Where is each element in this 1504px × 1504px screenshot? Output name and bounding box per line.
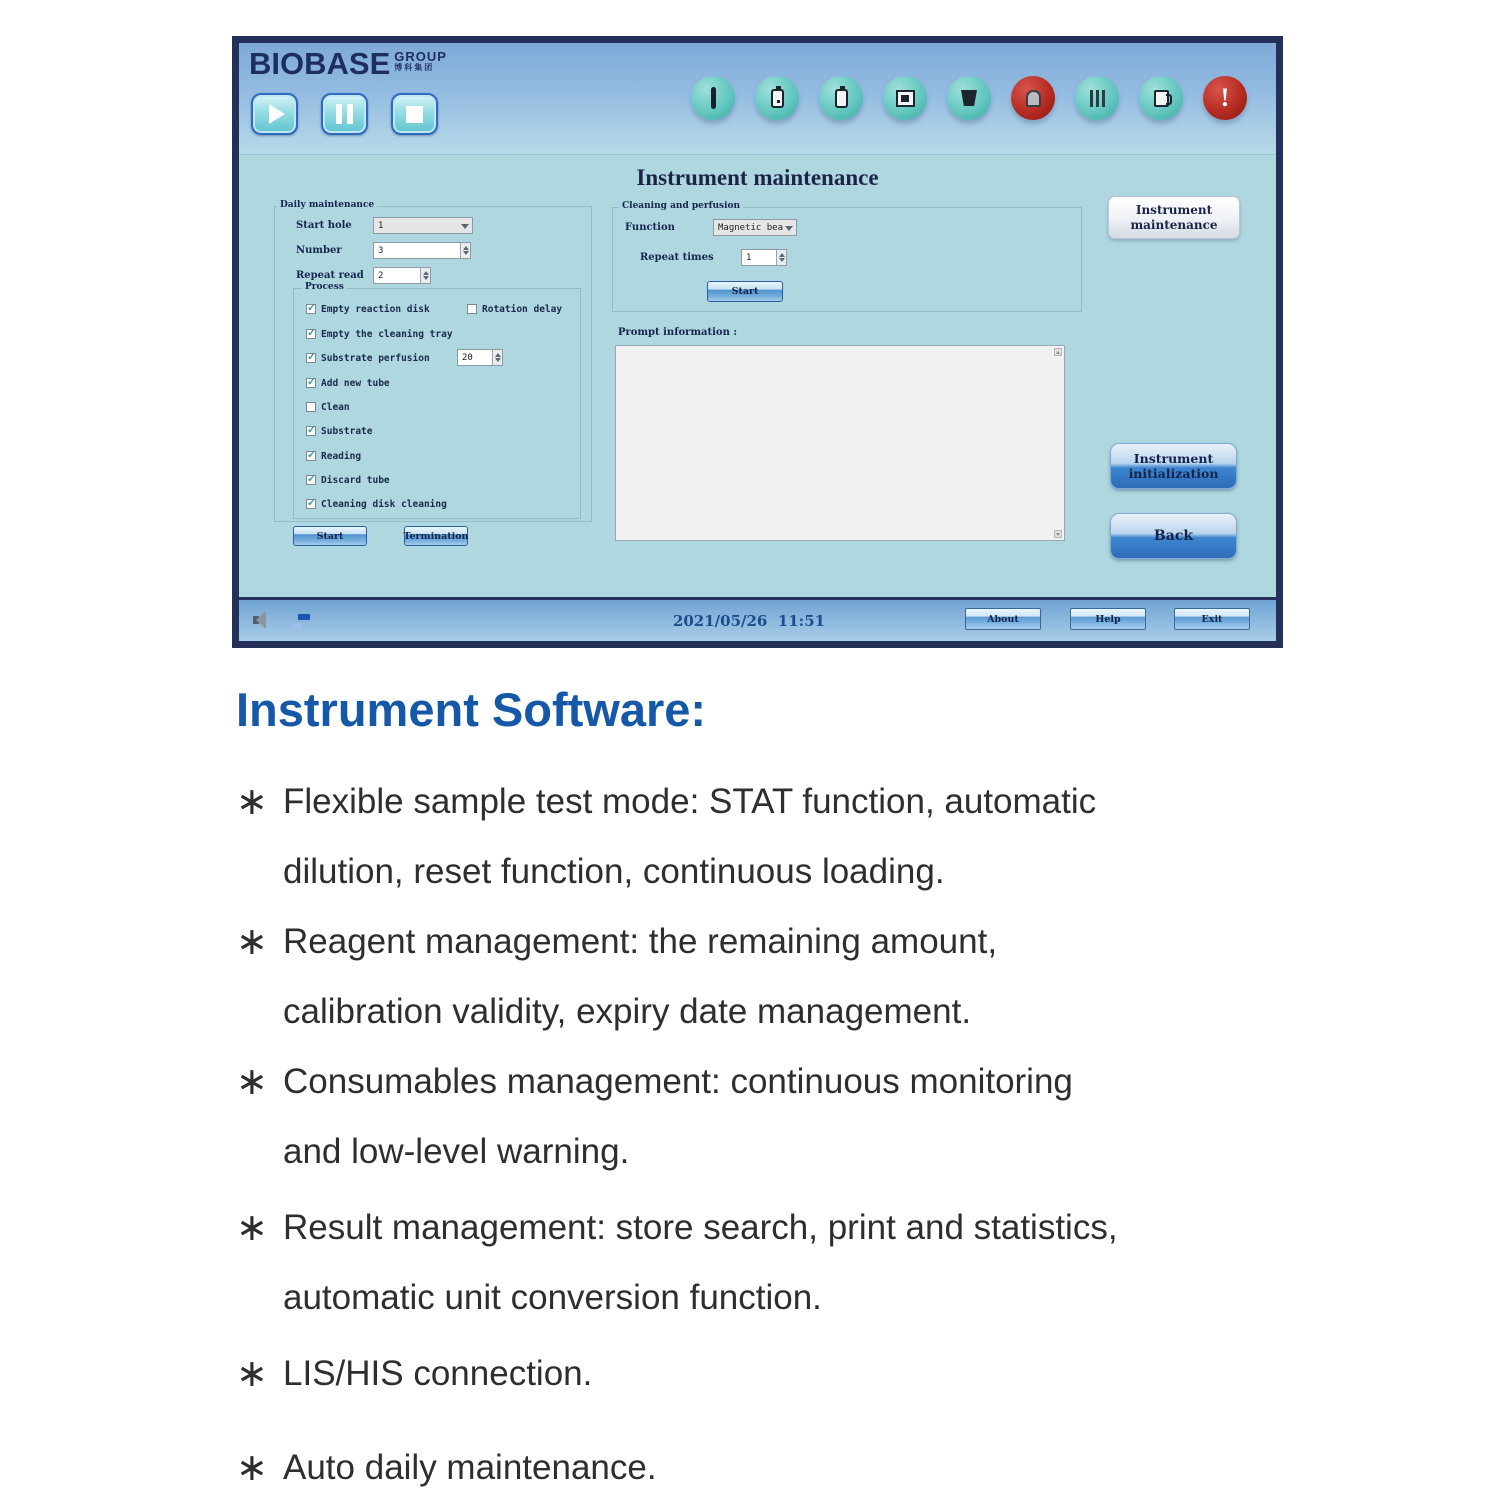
waste-bin-button[interactable] bbox=[947, 76, 991, 120]
spinner-arrows-icon[interactable] bbox=[460, 243, 470, 258]
bullet-marker: ∗ bbox=[236, 1447, 268, 1489]
list-item: ∗ LIS/HIS connection. bbox=[236, 1339, 1246, 1409]
instrument-initialization-button[interactable]: Instrument initialization bbox=[1110, 443, 1237, 489]
datetime-text: 2021/05/26 11:51 bbox=[672, 612, 826, 630]
repeat-times-label: Repeat times bbox=[640, 252, 714, 263]
termination-button[interactable]: Termination bbox=[404, 526, 468, 546]
checkbox-icon[interactable]: ✓ bbox=[307, 376, 317, 388]
checkbox-clean[interactable]: Clean bbox=[306, 401, 350, 413]
chevron-down-icon bbox=[461, 224, 469, 229]
daily-start-button[interactable]: Start bbox=[293, 526, 367, 546]
page-title: Instrument maintenance bbox=[636, 165, 879, 190]
checkbox-icon[interactable] bbox=[306, 402, 316, 412]
bullet-marker: ∗ bbox=[236, 1061, 268, 1103]
biobase-logo bbox=[249, 48, 447, 80]
printer-button[interactable] bbox=[883, 76, 927, 120]
chevron-down-icon bbox=[785, 226, 793, 231]
checkbox-icon[interactable]: ✓ bbox=[307, 351, 317, 363]
scroll-down-icon[interactable] bbox=[1054, 530, 1062, 538]
number-label: Number bbox=[296, 245, 342, 256]
cleaning-perfusion-label: Cleaning and perfusion bbox=[619, 201, 743, 211]
start-hole-label: Start hole bbox=[296, 220, 352, 231]
checkbox-icon[interactable]: ✓ bbox=[307, 424, 317, 436]
speaker-icon[interactable] bbox=[253, 610, 277, 630]
bullet-marker: ∗ bbox=[236, 781, 268, 823]
locked-bottle-button[interactable] bbox=[1011, 76, 1055, 120]
cleaning-perfusion-panel bbox=[612, 201, 1082, 312]
checkbox-substrate[interactable]: ✓ Substrate bbox=[307, 424, 373, 437]
status-toolbar bbox=[691, 76, 1247, 120]
list-item: ∗ Result management: store search, print and statistics, automatic unit conversion function. bbox=[236, 1193, 1246, 1333]
play-icon bbox=[269, 104, 285, 124]
checkbox-icon[interactable]: ✓ bbox=[307, 473, 317, 485]
checkbox-substrate-perfusion[interactable]: ✓ Substrate perfusion bbox=[307, 351, 430, 364]
logo-cjk-text: 博科集团 bbox=[394, 63, 435, 72]
repeat-read-label: Repeat read bbox=[296, 270, 364, 281]
list-item: ∗ Flexible sample test mode: STAT function, automatic dilution, reset function, continuous loading. bbox=[236, 767, 1246, 907]
exit-button[interactable]: Exit bbox=[1174, 608, 1250, 630]
cleaning-start-button[interactable]: Start bbox=[707, 281, 783, 302]
transport-controls bbox=[251, 93, 438, 135]
cleaning-jug-icon bbox=[1154, 90, 1169, 107]
locked-bottle-icon bbox=[1026, 90, 1041, 107]
checkbox-icon[interactable]: ✓ bbox=[307, 302, 317, 314]
instrument-maintenance-button[interactable]: Instrument maintenance bbox=[1108, 196, 1240, 239]
printer-icon bbox=[896, 90, 915, 107]
prompt-information-label: Prompt information : bbox=[618, 327, 738, 338]
checkbox-empty-cleaning-tray[interactable]: ✓ Empty the cleaning tray bbox=[307, 327, 453, 340]
checkbox-add-new-tube[interactable]: ✓ Add new tube bbox=[307, 376, 390, 389]
window-header bbox=[239, 43, 1276, 155]
checkbox-rotation-delay[interactable]: Rotation delay bbox=[467, 303, 562, 315]
repeat-times-stepper[interactable]: 1 bbox=[741, 249, 787, 266]
waste-bin-icon bbox=[961, 90, 977, 106]
logo-brand-text: BIOBASE bbox=[249, 46, 391, 81]
daily-maintenance-label: Daily maintenance bbox=[277, 200, 377, 210]
checkbox-cleaning-disk-cleaning[interactable]: ✓ Cleaning disk cleaning bbox=[307, 497, 447, 510]
wash-bottle-button[interactable] bbox=[819, 76, 863, 120]
feature-list bbox=[236, 767, 1246, 1503]
number-stepper[interactable]: 3 bbox=[373, 242, 471, 259]
temperature-button[interactable] bbox=[691, 76, 735, 120]
spinner-arrows-icon[interactable] bbox=[776, 250, 786, 265]
checkbox-icon[interactable]: ✓ bbox=[307, 327, 317, 339]
spinner-arrows-icon[interactable] bbox=[420, 268, 430, 283]
repeat-read-stepper[interactable]: 2 bbox=[373, 267, 431, 284]
pause-icon bbox=[336, 104, 353, 124]
process-label: Process bbox=[302, 282, 347, 292]
prompt-information-textarea[interactable] bbox=[615, 345, 1065, 541]
scroll-up-icon[interactable] bbox=[1054, 348, 1062, 356]
list-item: ∗ Reagent management: the remaining amount, calibration validity, expiry date management. bbox=[236, 907, 1246, 1047]
checkbox-icon[interactable] bbox=[467, 304, 477, 314]
stop-button[interactable] bbox=[391, 93, 438, 135]
checkbox-reading[interactable]: ✓ Reading bbox=[307, 449, 362, 462]
function-label: Function bbox=[625, 222, 675, 233]
checkbox-icon[interactable]: ✓ bbox=[307, 497, 317, 509]
alarm-button[interactable] bbox=[1203, 76, 1247, 120]
instrument-software-window bbox=[232, 36, 1283, 648]
play-button[interactable] bbox=[251, 93, 298, 135]
alarm-icon: ! bbox=[1220, 83, 1230, 112]
function-select[interactable]: Magnetic bea bbox=[713, 219, 797, 236]
connection-icon[interactable] bbox=[291, 614, 315, 628]
help-button[interactable]: Help bbox=[1070, 608, 1146, 630]
tip-rack-button[interactable] bbox=[1075, 76, 1119, 120]
cleaning-jug-button[interactable] bbox=[1139, 76, 1183, 120]
list-item: ∗ Consumables management: continuous monitoring and low-level warning. bbox=[236, 1047, 1246, 1187]
checkbox-discard-tube[interactable]: ✓ Discard tube bbox=[307, 473, 390, 486]
pause-button[interactable] bbox=[321, 93, 368, 135]
spinner-arrows-icon[interactable] bbox=[492, 350, 502, 365]
logo-group-text: GROUP bbox=[394, 49, 447, 64]
start-hole-select[interactable]: 1 bbox=[373, 217, 473, 234]
stop-icon bbox=[406, 106, 423, 123]
checkbox-empty-reaction-disk[interactable]: ✓ Empty reaction disk bbox=[307, 302, 430, 315]
section-heading: Instrument Software: bbox=[236, 683, 707, 736]
back-button[interactable]: Back bbox=[1110, 513, 1237, 559]
status-bar bbox=[239, 597, 1276, 641]
instrument-software-section bbox=[236, 682, 1281, 1503]
reagent-bottle-button[interactable] bbox=[755, 76, 799, 120]
reagent-bottle-icon bbox=[771, 89, 784, 108]
substrate-perfusion-stepper[interactable]: 20 bbox=[457, 349, 503, 366]
wash-bottle-icon bbox=[835, 89, 848, 108]
tip-rack-icon bbox=[1090, 90, 1105, 107]
bullet-marker: ∗ bbox=[236, 1207, 268, 1249]
bullet-marker: ∗ bbox=[236, 921, 268, 963]
about-button[interactable]: About bbox=[965, 608, 1041, 630]
checkbox-icon[interactable]: ✓ bbox=[307, 449, 317, 461]
daily-maintenance-panel bbox=[274, 200, 592, 522]
thermometer-icon bbox=[711, 87, 716, 109]
list-item: ∗ Auto daily maintenance. bbox=[236, 1433, 1246, 1503]
process-panel bbox=[293, 282, 581, 519]
bullet-marker: ∗ bbox=[236, 1353, 268, 1395]
